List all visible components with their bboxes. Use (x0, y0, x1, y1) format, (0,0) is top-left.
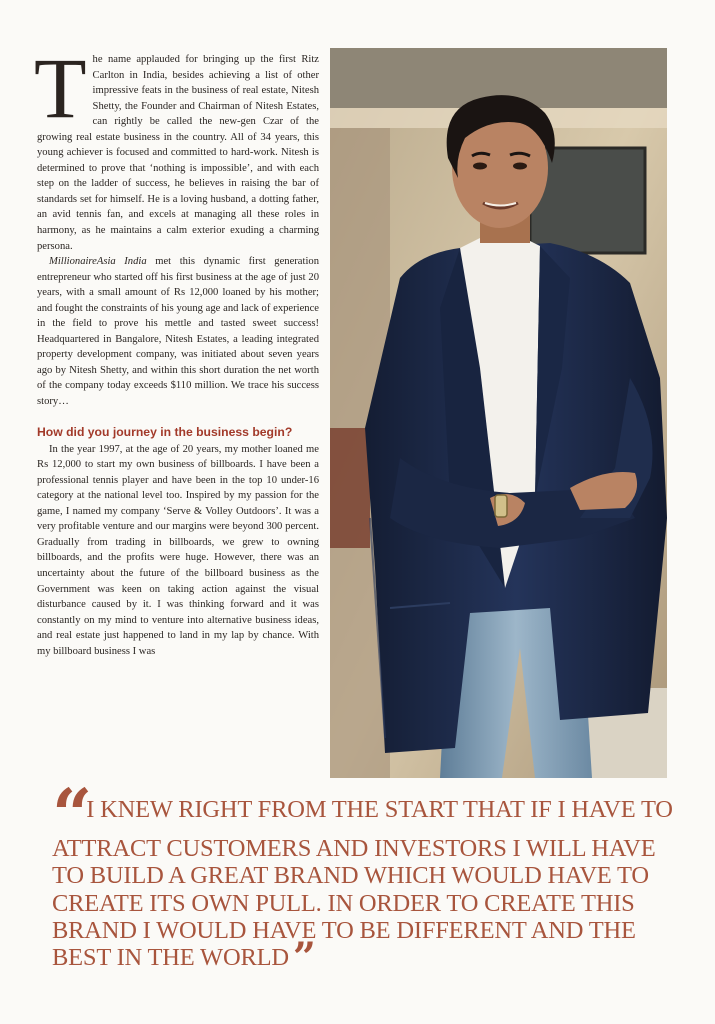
portrait-illustration (330, 48, 667, 778)
interview-answer: In the year 1997, at the age of 20 years, my mother loaned me Rs 12,000 to start my own business of billboards. I have been a professional tennis player and have been in the top 10 under-16 category at the national level too. Inspired by my passion for the game, I named my company ‘Serve & Volley Outdoors’. It was a very profitable venture and our margins were beyond 300 percent. Gradually from trading in billboards, we grew to owning billboards, and the profits were huge. However, there was an uncertainty about the future of the billboard business as the Government was keen on taking action against the visual disturbance caused by it. I was thinking forward and it was constantly on my mind to venture into alternative business ideas, and real estate just happened to land in my lap by chance. With my billboard business I was (37, 443, 319, 657)
second-paragraph (37, 254, 319, 409)
second-paragraph-text: met this dynamic first generation entrepreneur who started off his first business at the age of just 20 years, with a small amount of Rs 12,000 loaned by his mother; and fought the constraints of his young age and lack of experience in the field to prove his mettle and tasted sweet success! Headquartered in Bangalore, Nitesh Estates, a leading integrated property development company, was initiated about seven years ago by Nitesh Shetty, and within this short duration the net worth of the company today exceeds $110 million. We trace his success story… (37, 256, 319, 408)
intro-text: he name applauded for bringing up the first Ritz Carlton in India, besides achieving a list of other impressive feats in the business of real estate, Nitesh Shetty, the Founder and Chairman of Nitesh Estates, can rightly be called the new-gen Czar of the growing real estate business in the country. All of 34 years, this young achiever is focused and committed to hard-work. Nitesh is determined to prove that ‘nothing is impossible’, and with each step on the ladder of success, he believes in raising the bar of standards set for himself. He is a loving husband, a dotting father, an avid tennis fan, and excels at managing all these roles in harmony, as he maintains a calm exterior exuding a charming persona. (37, 54, 319, 252)
article-column (34, 40, 319, 659)
intro-paragraph (34, 40, 319, 254)
pull-quote (52, 773, 682, 982)
drop-cap: T (34, 40, 87, 136)
close-quote-mark: ” (292, 934, 310, 982)
open-quote-mark: “ (52, 773, 83, 856)
pull-quote-text: I KNEW RIGHT FROM THE START THAT IF I HAVE TO ATTRACT CUSTOMERS AND INVESTORS I WILL HAVE TO BUILD A GREAT BRAND WHICH WOULD HAVE TO CREATE ITS OWN PULL. IN ORDER TO CREATE THIS BRAND I WOULD HAVE TO BE DIFFERENT AND THE BEST IN THE WORLD (52, 796, 673, 972)
magazine-name: MillionaireAsia India (49, 256, 147, 268)
interview-question: How did you journey in the business begin? (37, 424, 293, 439)
portrait-photo (330, 48, 667, 778)
